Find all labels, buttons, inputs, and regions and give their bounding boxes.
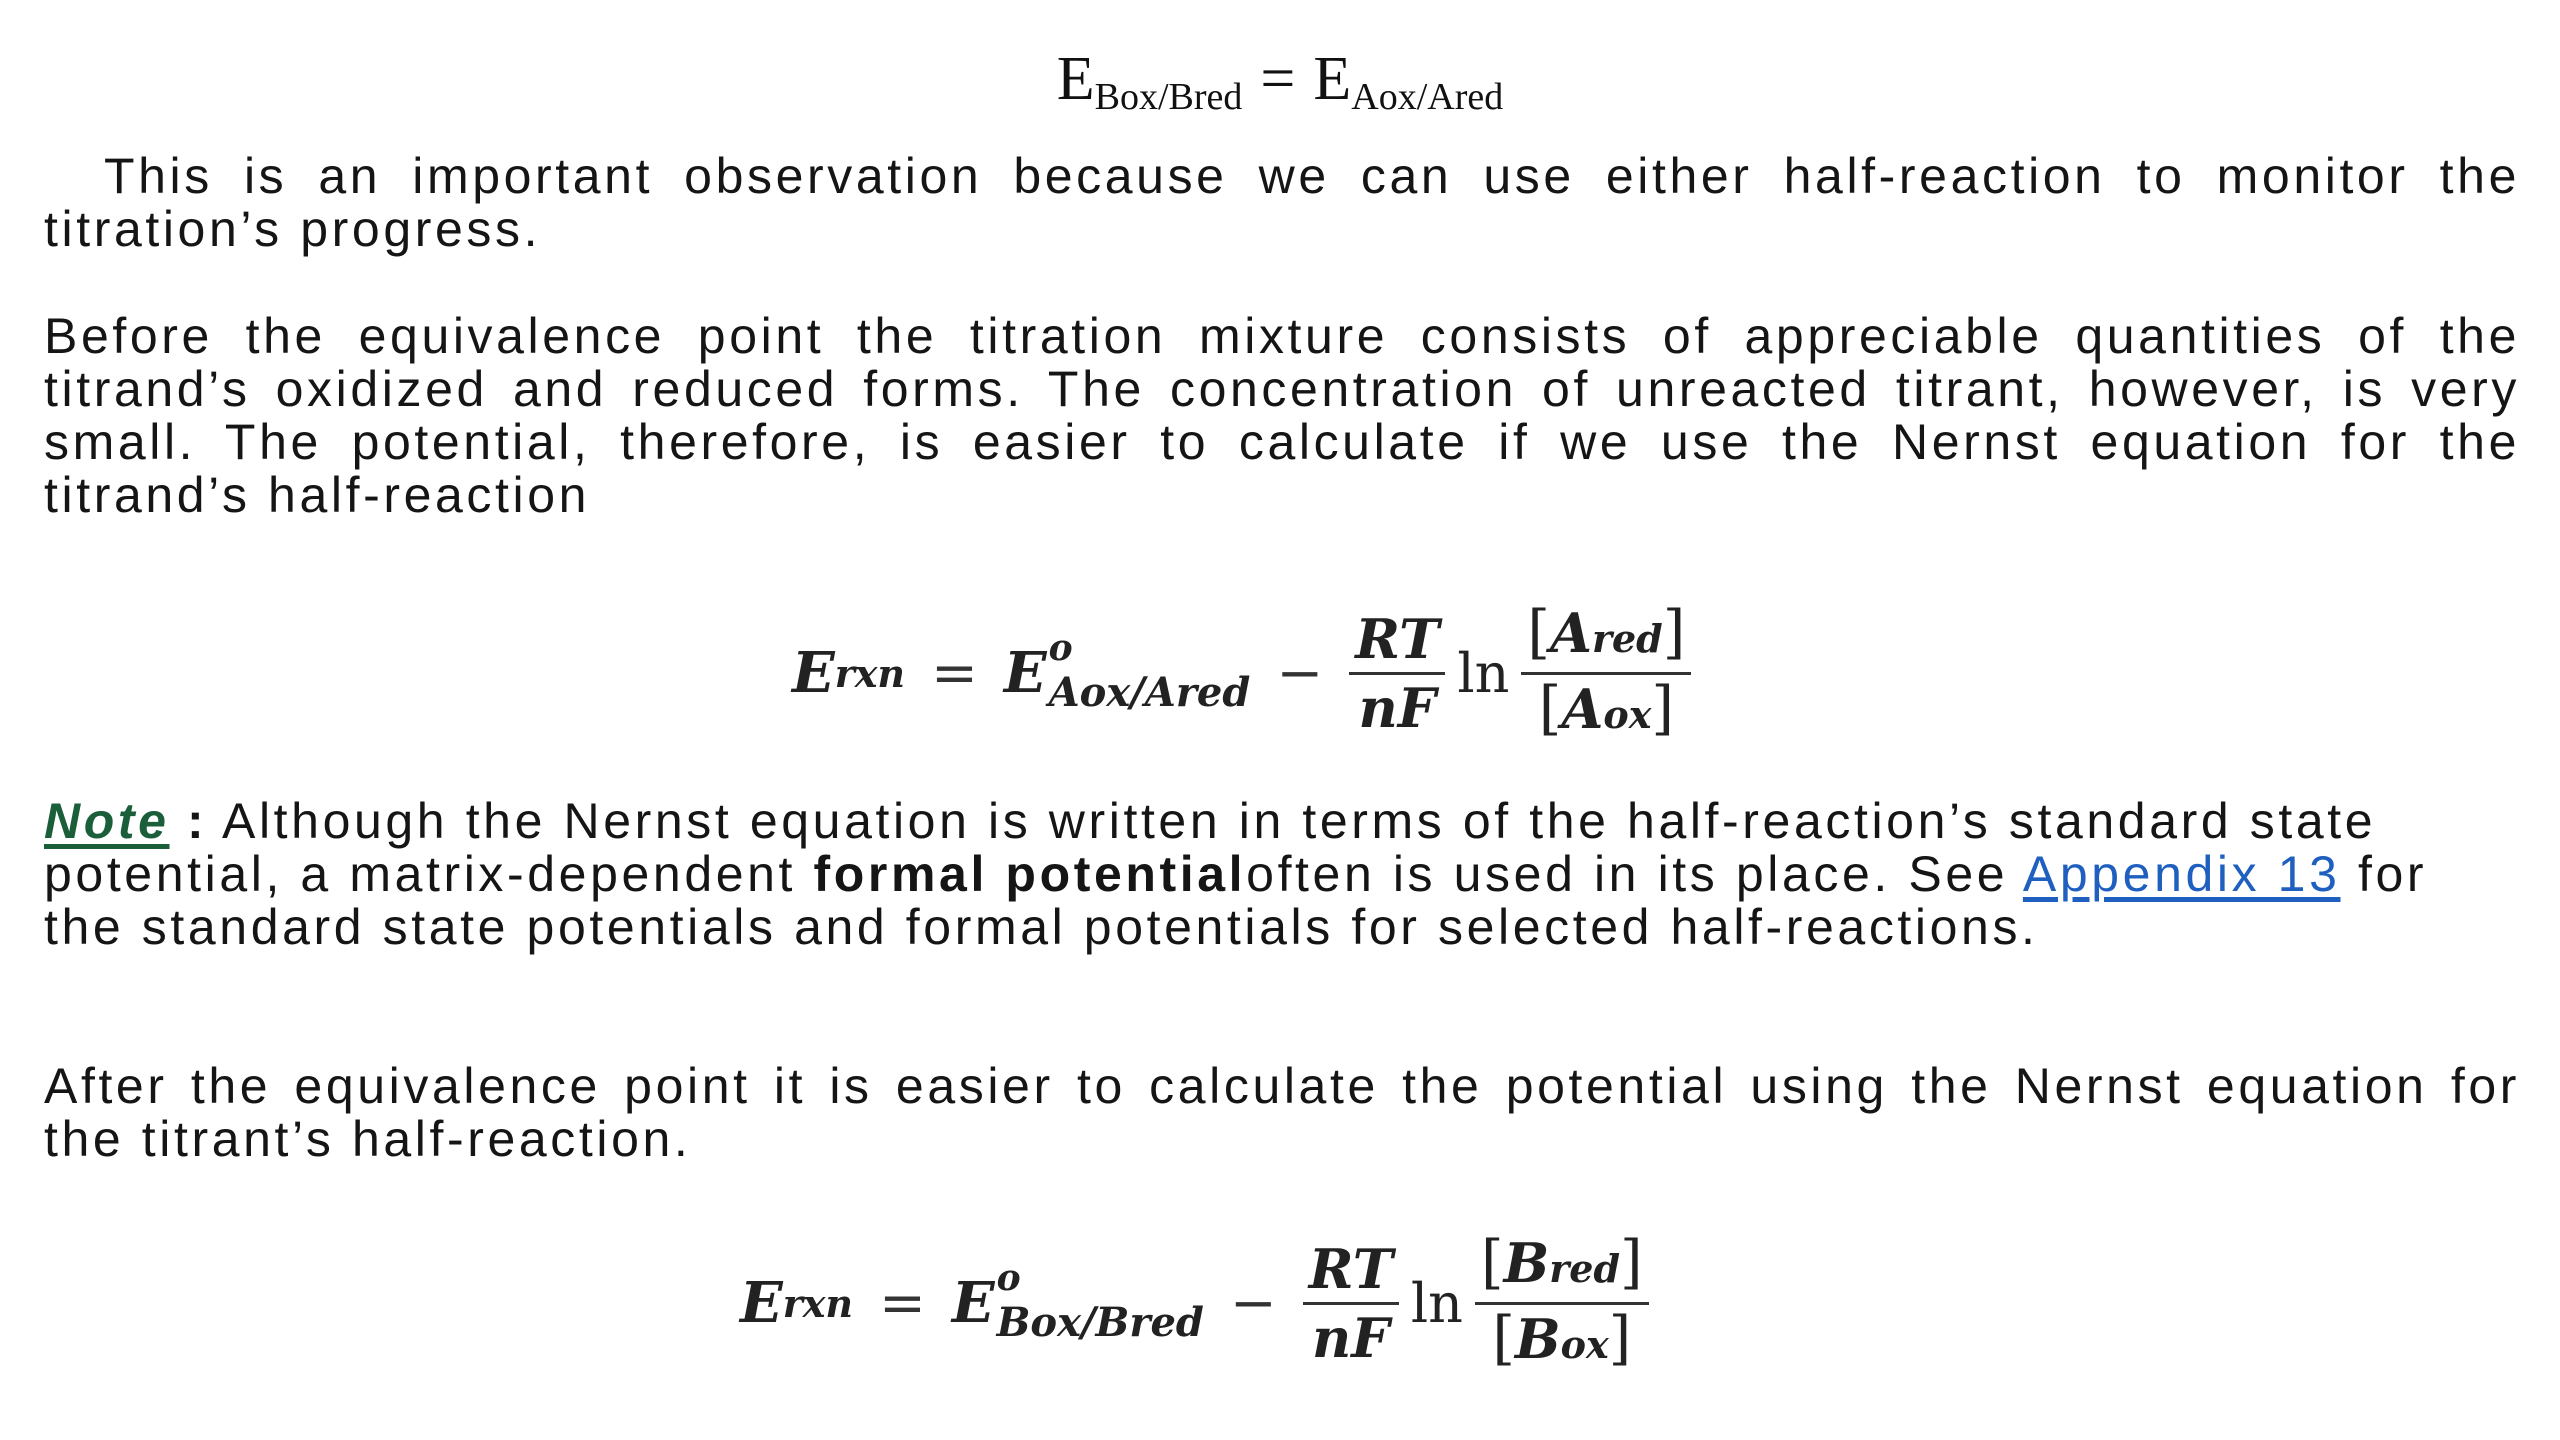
- e-rxn-symbol: E: [740, 1270, 783, 1336]
- reduced-concentration: [Bred]: [1480, 1227, 1643, 1296]
- rt-numerator: RT: [1355, 606, 1440, 671]
- equality-left-symbol: E: [1056, 45, 1095, 113]
- after-equivalence-paragraph: After the equivalence point it is easier to calculate the potential using the Nernst equation for the titrant’s half-reaction.: [44, 1058, 2520, 1167]
- equals-sign: =: [879, 1270, 926, 1336]
- e-rxn-symbol: E: [792, 640, 835, 706]
- note-label: Note: [44, 793, 170, 849]
- equality-left-subscript: Box/Bred: [1094, 76, 1243, 118]
- standard-potential-symbol: E: [951, 1270, 995, 1336]
- formal-potential-term: formal potential: [813, 846, 1247, 902]
- equality-right-subscript: Aox/Ared: [1351, 76, 1504, 118]
- standard-potential-superscript: o: [996, 1257, 1021, 1299]
- minus-sign: −: [1229, 1270, 1277, 1336]
- standard-potential-scripts: [1048, 627, 1251, 716]
- standard-potential-scripts: [996, 1257, 1204, 1346]
- nf-denominator: nF: [1312, 1305, 1390, 1370]
- e-rxn-subscript: rxn: [782, 1280, 853, 1326]
- standard-potential-superscript: o: [1048, 627, 1073, 669]
- oxidized-concentration: [Aox]: [1538, 673, 1674, 742]
- standard-potential-symbol: E: [1003, 640, 1047, 706]
- equals-sign: =: [931, 640, 978, 706]
- nernst-equation-titrant: [740, 1228, 1649, 1378]
- natural-log: ln: [1410, 1271, 1463, 1335]
- e-rxn-subscript: rxn: [834, 650, 905, 696]
- rt-over-nf-fraction: [1349, 606, 1445, 741]
- note-text-3: for the standard state potentials and formal potentials for selected half-reactions.: [44, 846, 2428, 955]
- rt-numerator: RT: [1308, 1236, 1393, 1301]
- standard-potential-subscript: Aox/Ared: [1048, 669, 1251, 716]
- equality-equation: [0, 44, 2560, 119]
- note-paragraph: [44, 795, 2520, 954]
- concentration-ratio-fraction: [1475, 1229, 1649, 1378]
- rt-over-nf-fraction: [1303, 1236, 1399, 1371]
- observation-paragraph: This is an important observation because we can use either half-reaction to monitor the titration’s progress.: [44, 148, 2520, 257]
- nf-denominator: nF: [1358, 675, 1437, 740]
- oxidized-concentration: [Box]: [1492, 1303, 1632, 1372]
- natural-log: ln: [1457, 641, 1510, 705]
- note-colon: :: [187, 793, 208, 849]
- equality-right-symbol: E: [1313, 45, 1352, 113]
- reduced-concentration: [Ared]: [1527, 597, 1686, 666]
- note-text-2: often is used in its place. See: [1246, 846, 2023, 902]
- before-equivalence-paragraph: Before the equivalence point the titration mixture consists of appreciable quantities of the titrand’s oxidized and reduced forms. The concentration of unreacted titrant, however, is very small. The potential, therefore, is easier to calculate if we use the Nernst equation for the titrand’s half-reaction: [44, 308, 2520, 523]
- note-text-1: Although the Nernst equation is written in terms of the half-reaction’s standard state potential, a matrix-dependent: [44, 793, 2377, 902]
- concentration-ratio-fraction: [1521, 599, 1691, 748]
- standard-potential-subscript: Box/Bred: [996, 1299, 1204, 1346]
- equality-operator: =: [1260, 45, 1296, 113]
- nernst-equation-titrand: [792, 598, 1691, 748]
- appendix-13-link[interactable]: Appendix 13: [2022, 846, 2341, 902]
- minus-sign: −: [1276, 640, 1324, 706]
